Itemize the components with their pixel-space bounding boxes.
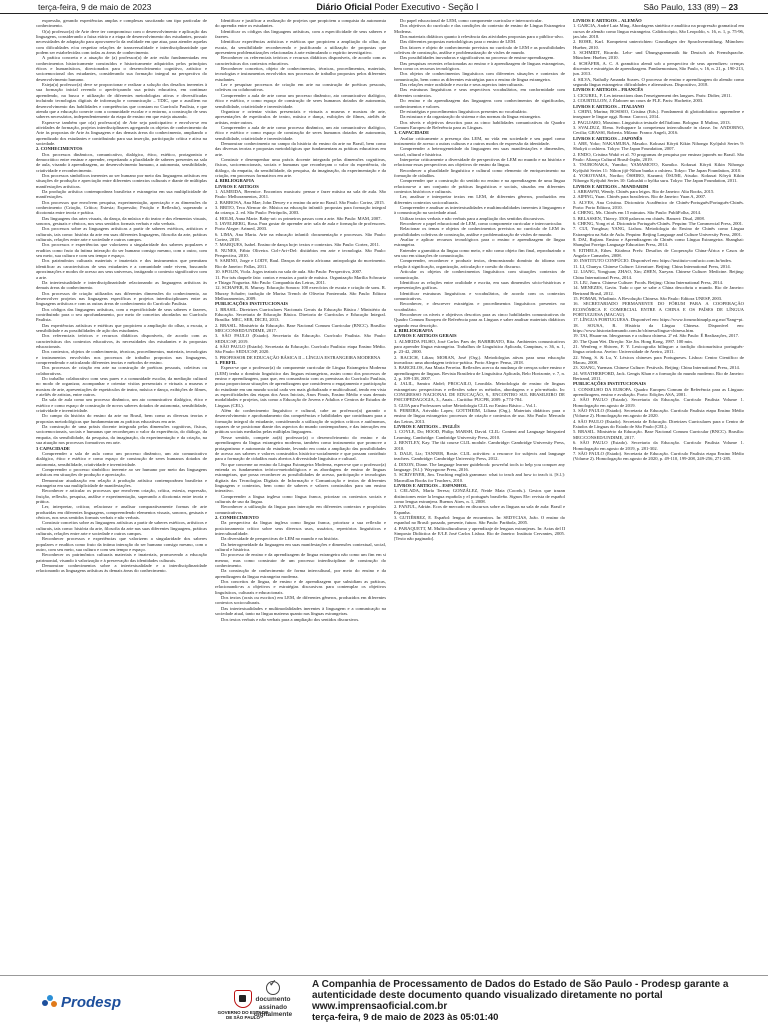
paragraph: 3. SCHMIDT, Ricardo. Lehr- und Übungsgrammatik für Deutsch als Fremdsprache. München: Hueber, 2010.: [573, 50, 744, 61]
paragraph: Ler, interpretar, criticar, relacionar e analisar comparativamente formas de arte produzidas em diferentes linguagens, compreendendo elementos visuais, sonoros, gestuais e cênicos, nos seus sentidos formais verbais e não verbais.: [36, 504, 207, 520]
paragraph: 2. CONHECIMENTO: [215, 514, 259, 520]
paragraph: 2. FANJUL, Adrián. Ecos de mercado en discursos sobre as línguas na sala de aula: Brasil e Espanha.: [394, 504, 565, 515]
header-title-rest: Poder Executivo - Seção I: [374, 1, 479, 12]
paragraph: Das possibilidades inovadoras e significativas no processo de ensino-aprendizagem.: [400, 55, 555, 61]
paragraph: Compreender a heterogeneidade da linguagem em suas manifestações e dimensões, social, cultural e histórica.: [394, 146, 565, 157]
text-column-4: [573, 18, 744, 970]
paragraph: Reconhecer os níveis e objetivos descritos para as cinco habilidades comunicativas do Quadro Comum Europeu de Referência para as Línguas e saber analisar materiais didáticos segundo essa descrição.: [394, 311, 565, 328]
paragraph: Do trabalho colaborativo com seus pares e a comunidade escolar, da mediação cultural no modo de organizar, acompanhar e orientar visitas presenciais e virtuais a museus e mostras de arte, apresentações de espetáculos de teatro, música e dança, exibições de filmes, e ateliês de artistas, entre outros.: [36, 376, 207, 398]
paragraph: Dos textos (orais ou escritos) em LEM, de diferentes gêneros, produzidos em diferentes contextos socioculturais.: [215, 595, 386, 606]
paragraph: Reconhecer, e descrever estratégias e procedimentos linguísticos presentes no vocabulário.: [394, 301, 565, 312]
paragraph: Relacionar os temas e objetos de conhecimentos previstos no currículo de LEM às possibilidades coletivas de construção, análise e problematização de visões de mundo.: [394, 226, 565, 237]
paragraph: 11. Por trás daquele fato: contos e ensaios a partir de música. Organização Marília Schwartz e Thiago Nogueira. São Paulo: Companhia das Letras, 2011.: [215, 274, 386, 285]
paragraph: Avaliar criticamente a presença das LEM, no vida em sociedade e seu papel como instrumento de acesso a outras culturas e a outros modos de expressão da identidade.: [394, 135, 565, 146]
paragraph: Dos processos dinâmicos, comunicativo, dialógico, ético, estético, protagonista e democrático entre ensinar e aprender, respeitando a pluralidade de saberes presentes na sala de aula, visando à aprendizagem, ao desenvolvimento humano, a autonomia, sensibilidade, criatividade e reconhecimento.: [36, 151, 207, 173]
paragraph: 4. DIXON, Diane. The language learner guidebook: powerful tools to help you conquer any language. [S.l.]: Wayzgoose Press, 2016.: [394, 461, 565, 472]
paragraph: Da intertextualidade e interdisciplinaridade relacionando as linguagens artísticas às demais áreas do conhecimento.: [36, 279, 207, 291]
paragraph: 23. XIANG, Yueman. Chinese Culture: Festivals. Beijing: China International Press, 2014.: [573, 365, 740, 371]
paragraph: LIVROS E ARTIGOS – ITALIANO: [573, 103, 645, 109]
paragraph: Das experiências artísticas e estéticas que propiciem a ampliação do olhar, a escuta, a sensibilidade e as possibilidades de ação dos estudantes.: [36, 322, 207, 333]
paragraph: 11. LI, Chunyu. Chinese Culture: Literature. Beijing: China International Press, 2014.: [573, 263, 731, 269]
paragraph: Dos contextos, objetos de conhecimento, técnicas, procedimentos, materiais, tecnologias e instrumentos envolvidos nos processos de trabalho propostos nas linguagens, compreendendo e articulando diferentes teorias e métodos de ensino.: [36, 349, 207, 365]
paragraph: Do papel educacional de LEM, como componente curricular e intercurricular.: [400, 18, 543, 23]
paragraph: Identificar estruturas linguísticas e vocabulários, de acordo com os contextos comunicativos.: [394, 290, 565, 301]
paragraph: 4. JALIL, Samira Abdel; PROCAILO, Leonilda. Metodologia de ensino de línguas estrangeiras: perspectivas e reflexões sobre os métodos, abordagens e o pós-método. In: CONGRESSO NACIONAL DE EDUCAÇÃO, 9., ENCONTRO SUL BRASILEIRO DE PSICOPEDAGOGIA, 3., Anais... Curitiba: PUCPR, 2009. p.774-784.: [394, 381, 565, 403]
paragraph: Dos fatores e objeto de conhecimento previstos no currículo de LEM e as possibilidades coletivas de construção, análise e problematização de visões de mundo.: [394, 44, 565, 56]
paragraph: 19. TAI, Hsuan-an. Ideogramas e a cultura chinesa. 2ª ed. São Paulo: É Realizações, 2017.: [573, 333, 740, 339]
paragraph: Do processo de ensino e da aprendizagem de língua estrangeira não como um fim em si mesmo, mas como construtor de um processo interdisciplinar de construção do conhecimento.: [215, 552, 386, 569]
digital-signature-stamp: [248, 981, 298, 1021]
paragraph: 5. IAVELBERG, Rosa. Para gostar de aprender arte: sala de aula e formação de professores. Porto Alegre: Artmed, 2003.: [215, 221, 386, 232]
paragraph: 3. SVALDUZ, Elena. Sviluppare la competenza interculturale in classe. In: ANDORNO, Cecilia; GRASSI, Roberta. Milano: Franco Angeli, 2016.: [573, 124, 744, 136]
paragraph: 12. LIANG, Yongjuan; ZHAO, Xin; ZHEN, Xueyan. Chinese Culture: Medicine. Beijing: China International Press, 2014.: [573, 269, 744, 280]
gov-logo-line2: DE SÃO PAULO: [226, 1015, 260, 1020]
header-title: [316, 2, 478, 12]
paragraph: Articular os objetos de conhecimentos linguísticos com situações contextos de comunicação.: [394, 269, 565, 280]
prodesp-wordmark: Prodesp: [61, 994, 122, 1011]
paragraph: Da sala de aula como um processo dinâmico, um ato comunicativo dialógico, ético e estético e como espaço de construção de novos saberes dotados de autonomia, sensibilidade, criatividade e inventividade.: [36, 397, 207, 414]
paragraph: 1. ABE, Yoko; NAKAMURA, Masako. Kokusai Kōryū Kikin Nihongo Kyōjuhō Series 9: Shokyū o oshieru. Tokyo: The Japan Foundation, 2007.: [573, 140, 744, 152]
paragraph: Demonstrar conhecimentos sobre a intertextualidade e a interdisciplinaridade relacionando as linguagens artísticas às demais áreas do conhecimento.: [36, 563, 207, 574]
page-footer: [0, 975, 768, 1024]
text-column-2: [215, 18, 386, 970]
stamp-line1: documento: [255, 996, 291, 1003]
paragraph: 1. COYLE, Do; HOOD, Philip; MARSH, David. CLIL: Content and Language Integrated Learning. Cambridge: Cambridge University Press, 2010.: [394, 429, 565, 440]
paragraph: 5. BELASSEN, Thierry. 3500 palavras em chinês. Barueri: Disal, 2008.: [573, 215, 705, 221]
header-page-number: 23: [728, 1, 738, 12]
paragraph: 3. BARCELOS, Ana Maria Ferreira. Reflexões acerca da mudança de crenças sobre ensino e aprendizagem de línguas. Revista Brasileira de Linguística Aplicada, Belo Horizonte, v. 7, n. 2, p. 109-138, 2007.: [394, 365, 565, 382]
paragraph: 3 CAPACIDADE: [36, 445, 70, 451]
paragraph: Dos processos de criação em arte na construção de poéticas pessoais, coletivas ou colaborativas.: [36, 365, 207, 376]
paragraph: Utilizar textos verbais e não verbais para a ampliação dos sentidos discursivos.: [400, 215, 545, 221]
paragraph: 6. PEREIRA, Arivaldo Lopes; GOTTHEIM, Liliana (Org.). Materiais didáticos para o ensino de língua estrangeira: processos de criação e contextos de uso. São Paulo: Mercado das Letras, 2013.: [394, 408, 565, 424]
paragraph: No que concerne ao ensino da Língua Estrangeira Moderna, espera-se que o professor(a) entenda os fundamentos teórico-metodológicos e as abordagens de ensino de línguas estrangeiras, que possa reconhecer as possibilidades de acesso, participação e tecnologias digitais das Tecnologias Digitais de Informação e Comunicação e textos de diferentes linguagens e contextos, bem como de saberes e valores construídos para um ensino interativo.: [215, 461, 386, 494]
paragraph: 6. CHENG, Yong et al. Dicionário Português-Chinês. Pequim: The Commercial Press, 2001.: [573, 221, 744, 227]
page-header: [0, 0, 768, 14]
paragraph: 3. TSUBONAKA, Yumiko; YAMAMOTO, Kumiko. Kokusai Kōryū Kikin Nihongo Kyōjuhō Series 11: Nihon jijō-Nihon bunka o oshieru. Tokyo: The Japan Foundation, 2010.: [573, 162, 744, 173]
paragraph: PUBLICAÇÕES INSTITUCIONAIS: [573, 381, 646, 387]
paragraph: 2. ENDO, Cristina Wakō et al. 70 programas de pesquisa por ensinar japonês no Brasil. São Paulo: Aliança Cultural Brasil-Japão, 2019.: [573, 151, 744, 162]
paragraph: Dos materiais didáticos quanto à relevância das atividades propostas para o público-alvo.: [400, 34, 564, 40]
paragraph: Do campo da história do ensino da arte no Brasil, bem como as diversas teorias e propostas metodológicas que fundamentaram as práticas educativas em arte.: [36, 413, 207, 424]
paragraph: Dos textos verbais e não verbais para a ampliação dos sentidos discursivos.: [221, 616, 360, 622]
paragraph: 4. SÃO PAULO (Estado). Secretaria da Educação. Currículo Paulista: etapa Ensino Médio. São Paulo: SEDUC/SP, 2020.: [215, 343, 386, 355]
paragraph: 1. BRASIL. Diretrizes Curriculares Nacionais Gerais da Educação Básica / Ministério da Educação. Secretaria de Educação Básica. Diretoria de Currículos e Educação Integral. Brasília: MEC, SEB, DICEI, 2013.: [215, 306, 386, 323]
paragraph: 2. SÃO PAULO (Estado). Secretaria da Educação. Currículo Paulista Volume 1. Homologação em agosto de 2019.: [573, 397, 744, 408]
paragraph: Dos objetos de conhecimentos linguísticos com diferentes situações e contextos de comunicação, bem como as diferentes estratégias para o ensino de língua estrangeira.: [394, 71, 565, 82]
paragraph: 2. AIPING, Yuan. Chinês para brasileiros. Rio de Janeiro: Yuan A, 2007.: [573, 194, 707, 200]
paragraph: 1. CONSELHO DA EUROPA. Quadro Europeu Comum de Referência para as Línguas: aprendizagem, ensino e avaliação. Porto: Edições ASA, 2001.: [573, 386, 744, 398]
paragraph: 18. SOUSA, R. História da Língua Chinesa. Disponível em: https://www.historiadomundo.com.br/chinesa/lingua-chinesa.htm.: [573, 322, 744, 333]
paragraph: De estratégias e procedimentos linguísticos presentes no vocabulário.: [400, 108, 528, 114]
paragraph: 1. CICUREL, F. Les interactions dans l'enseignement des langues. Paris: Didier, 2011.: [573, 92, 732, 98]
paragraph: Reconhecer e articular os processos que envolvem criação, crítica, estesia, expressão, fruição, reflexão, pesquisa, análise e experimentação, superando a dicotomia entre teoria e prática.: [36, 488, 207, 504]
paragraph: Reconhecer os referenciais teóricos e recursos didáticos disponíveis, de acordo com as características dos contextos educativos.: [215, 55, 386, 66]
paragraph: 13. LIU, Junru. Chinese Culture: Foods. Beijing: China International Press, 2014.: [573, 279, 724, 285]
paragraph: 2. BENTLEY, Kay. The tkt course CLIL module. Cambridge: Cambridge University Press, 2010.: [394, 440, 565, 451]
paragraph: O(a) professor(a) de Arte deve ter compromisso com o desenvolvimento e aplicação das linguagens, considerando a faixa etária e a etapa de desenvolvimento dos estudantes, possuir necessidades de adaptação para aprovarem-lo da realidade em que atua, para atender aquelas com dificuldades e/ou respeitar relações de transversalidade e interdisciplinaridade que podem ser estabelecidas com todas as áreas de conhecimento.: [36, 28, 207, 56]
text-column-3: [394, 18, 565, 970]
article-columns: [36, 18, 744, 970]
paragraph: Da heterogeneidade da linguagem em suas manifestações e dimensões contextual, social, cultural e histórica.: [215, 541, 386, 553]
paragraph: Reconhecer a utilização da língua para interação em diferentes contextos e propósitos comunicativos.: [215, 504, 386, 515]
paragraph: 10. INSTITUTO CONFÚCIO. Disponível em: https://instituto-confucio.com.br/index.: [573, 258, 733, 264]
paragraph: LIVROS E ARTIGOS – ESPANHOL: [394, 482, 468, 488]
paragraph: Reconhecer o papel educacional de LEM, como componente curricular e intercurricular.: [400, 221, 563, 227]
paragraph: Do ensino e da aprendizagem das linguagens com conhecimentos de significados, conhecimentos e valores.: [394, 98, 565, 109]
header-location: São Paulo, 133 (89) –: [643, 1, 727, 12]
paragraph: Construir conceitos sobre as linguagens artísticas a partir de saberes estéticos, artísticos e culturais, tais como: história da arte, filosofia da arte nas suas diferentes linguagens, práticas culturais, relações entre arte e sociedade e outros campos.: [36, 520, 207, 536]
paragraph: 17. LÍNGUA PORTUGUESA. Disponível em: https://www.forumchinaplp.org.mo/?lang=pt.: [573, 317, 744, 323]
paragraph: 2. COURTILLON, J. Élaborer un cours de FLE. Paris: Hachette, 2003.: [573, 98, 704, 104]
paragraph: LIVROS E ARTIGOS – ALEMÃO: [573, 18, 642, 23]
paragraph: Organizar e orientar visitas presenciais e virtuais a museus e mostras de arte, apresentações de espetáculos de teatro, música e dança, exibições de filmes, ateliês de artistas, entre outros.: [215, 108, 386, 125]
paragraph: Dos processos sobre as linguagens artísticas a partir de saberes estéticos, artísticos e culturais, tais como: história da arte em suas diferentes linguagens, filosofia da arte, práticas culturais, relações entre arte e sociedade e outros campos.: [36, 226, 207, 243]
paragraph: 2. ROHE, Karl. Kompetent unterrichten: Grundlagen der Sprachvermittlung. München: Hueber, 2010.: [573, 39, 744, 50]
paragraph: 9. SABINO, Jorge e LODY, Raul. Danças de matriz africana: antropologia do movimento. Rio de Janeiro: Pallas, 2011.: [215, 258, 386, 269]
paragraph: 2. BARBOSA, Ana Mae; John Dewey e o ensino da arte no Brasil. São Paulo: Cortez, 2015.: [215, 199, 385, 205]
paragraph: 3. BRITO, Teca Alencar de. Música na educação infantil: propostas para formação integral da criança. 2. ed. São Paulo: Peirópolis, 2003.: [215, 205, 386, 216]
paragraph: 4. HOLM, Anna Marie. Baby-art: os primeiros passos com a arte. São Paulo: MAM, 2007.: [215, 215, 382, 221]
paragraph: 1. ALMEIDA, Berenice. Encontros musicais: pensar e fazer música na sala de aula. São Paulo: Melhoramentos, 2011.: [215, 189, 386, 200]
paragraph: 2. PAGLIARO, Massimo. Linguistica testuale dell'italiano. Bologna: Il Mulino, 2013.: [573, 119, 731, 125]
paragraph: LIVROS E ARTIGOS – INGLÊS: [394, 424, 460, 430]
paragraph: Dos processos e experiências que valorizem a singularidade dos saberes populares e eruditos como fruto da íntima interação do ser humano consigo mesmo, com o outro, com seu meio, sua cultura e com seu tempo e espaço.: [36, 242, 207, 259]
paragraph: 8. DAI, Rujiam. Ensino e Aprendizagem do Chinês como Língua Estrangeira. Shanghai: Shanghai Foreign Language Education Press, 2014.: [573, 237, 744, 248]
paragraph: Da diversidade de perspectivas de LEM no mundo e na história.: [221, 536, 339, 542]
paragraph: LIVROS E ARTIGOS GERAIS: [394, 333, 457, 339]
paragraph: Compreender a aula de arte como processo dinâmico, um ato comunicativo dialógico, ético e estético e como espaço de construção de seres humanos dotados de autonomia, sensibilidade, criatividade e inventividade.: [215, 124, 386, 141]
paragraph: LIVROS E ARTIGOS – JAPONÊS: [573, 135, 643, 141]
paragraph: 4. SÃO PAULO (Estado). Secretaria de Educação. Diretrizes Curriculares para o Centro de Estudos de Línguas do Estado de São Paulo (CEL).: [573, 418, 744, 430]
paragraph: Da produção artística contemporânea brasileira e estrangeira em sua multiplicidade de manifestações.: [36, 189, 207, 200]
prodesp-mark-icon: [42, 995, 58, 1011]
paragraph: Compreender a sala de aula como um processo dinâmico, um ato comunicativo dialógico, ético e estético e como espaço de construção de seres humanos dotados de autonomia, sensibilidade, criatividade e inventividade.: [36, 450, 207, 467]
header-date: terça-feira, 9 de maio de 2023: [38, 1, 152, 12]
paragraph: 5. SCRIVENER, Jim. Teaching english grammar: what to teach and how to teach it. [S.l.]: Macmillan Books for Teachers, 2010.: [394, 472, 565, 483]
prodesp-logo: [42, 994, 121, 1011]
paragraph: Reconhecer os patrimônios culturais materiais e imateriais, promovendo a educação patrimonial, visando à valorização e à preservação das identidades culturais.: [36, 552, 207, 563]
paragraph: Dos processos que envolvem pesquisa, experimentação, apreciação e as dimensões do conhecimento (Criação, Crítica; Estesia; Expressão; Fruição e Reflexão), superando a dicotomia entre teoria e prática.: [36, 199, 207, 216]
paragraph: Identificar as relações entre oralidade e escrita, em suas dimensões sócio-históricas e representações gráficas.: [394, 279, 565, 291]
paragraph: 5. PROFESSOR DE EDUCAÇÃO BÁSICA II – LÍNGUA ESTRANGEIRA MODERNA: [215, 354, 381, 360]
paragraph: 4. SCHÄFER, A. C. A gramática alemã sob a perspectiva de seus aprendizes: crenças discentes e estratégias de aprendizagem. Pandaemonium, São Paulo, v. 16, n. 21, p. 190-213, jun. 2013.: [573, 60, 744, 77]
paragraph: 4. SILVA, Nathally Amanda Soares. O processo de ensino e aprendizagem do alemão como segunda língua estrangeira: dificuldades e alternativas. Dispositivo, 2018.: [573, 76, 744, 88]
paragraph: 1. CHINI, Marina; BOSISIO, Cristina (Eds.). Fondamenti di glottodidattica: apprendere e insegnare le lingue oggi. Roma: Carocci, 2014.: [573, 108, 744, 120]
paragraph: Das diferentes propostas metodológicas para o ensino de LEM.: [400, 39, 517, 45]
paragraph: 12. SCHAFER, R. Murray. Educação Sonora: 100 exercícios de escuta e criação de sons. R. Murray Schafer; tradução de Marisa Trench de Oliveira Fonterrada. São Paulo: Editora Melhoramentos, 2009.: [215, 285, 386, 301]
paragraph: 5. GUIA para Professores sobre Metodologia CLIL no Ensino Básico – Vol.1.: [394, 402, 537, 408]
paragraph: 1. ALMEIDA FILHO, José Carlos Paes de; BARBIRATO, Rita. Ambientes comunicativos para aprender língua estrangeira. Trabalhos de Linguística Aplicada, Campinas, v. 36, n. 1, p. 23-42, 2000.: [394, 338, 565, 355]
paragraph: Dos objetivos do currículo e das condições do contexto de ensino de Língua Estrangeira Moderna.: [394, 23, 565, 34]
paragraph: Demonstrar atualização em relação à produção artística contemporânea brasileira e estrangeira em sua multiplicidade de manifestações.: [36, 477, 207, 488]
paragraph: Espera-se que o professor(a) do componente curricular de Língua Estrangeira Moderna (LEM) tenha o domínio linguístico das línguas estrangeiras, assim como dos processos de ensino e aprendizagem, para que, em consonância com as premissas do Currículo Paulista, possa proporcionar situações de aprendizagem que considerem o engajamento e participação do estudante em um mundo social cada vez mais globalizado e multicultural, tendo em vista as especificidades das etapas dos Anos Iniciais, Anos Finais, Ensino Médio e suas demais modalidades e projetos, tais como a Educação de Jovens e Adultos e Centros de Estudos de Línguas (CEL).: [215, 365, 386, 408]
paragraph: Identificar e justificar a realização de projetos que propiciem a conquista da autonomia do aprendiz entre os estudantes.: [215, 18, 386, 29]
paragraph: 6. LIMA, Ana Maria. Arte na educação infantil: documentação e processos. São Paulo: Cortez, 2018.: [215, 231, 386, 243]
paragraph: Reconhecer processos e experiências que valorizem a singularidade dos saberes populares e eruditos como fruto da íntima interação do ser humano consigo mesmo, com o outro, com seu meio, sua cultura e com seu tempo e espaço.: [36, 536, 207, 553]
paragraph: Dos níveis e objetivos descritos para as cinco habilidades comunicativas do Quadro Comum Europeu de Referência para as Línguas.: [394, 119, 565, 130]
paragraph: 3. CAPACIDADE: [394, 130, 430, 136]
paragraph: Construir e desempenhar uma práxis docente integrada pelas dimensões cognitivas, físicas, socioemocionais, sociais e humanas que reconheçam o valor da experiência, do diálogo, da empatia, da sensibilidade, da pesquisa, da imaginação, da experimentação e da criação, em processos formativos em arte.: [215, 156, 386, 178]
paragraph: 1. GARCIA, André Luiz Ming. Abordagens sintética e analítica na progressão gramatical em cursos de alemão como língua estrangeira. Calidoscópio, São Leopoldo, v. 16, n. 1, p. 75-96, jan./abr. 2018.: [573, 23, 744, 40]
signature-check-icon: [266, 981, 280, 995]
paragraph: Compreender o processo simbólico inerente ao ser humano por meio das linguagens artísticas em situações de produção e apreciação.: [36, 466, 207, 478]
paragraph: 8. NUNES, Fábio Oliveira. Ctrl+Art+Del: distúrbios em arte e tecnologia. São Paulo: Perspectiva, 2010.: [215, 247, 386, 259]
paragraph: Compreender que a construção do sentido no ensino e na aprendizagem de uma língua relaciona-se a um conjunto de práticas linguísticas e sociais, situadas em diferentes contextos históricos e culturais.: [394, 178, 565, 194]
paragraph: 4. CHENG, Ms. Chinês em 15 minutos. São Paulo: PubliFolha, 2014.: [573, 210, 702, 216]
paragraph: Identificar os códigos das linguagens artísticas, com a especificidade de seus saberes e fazeres.: [215, 28, 386, 40]
paragraph: Nesse sentido, compete ao(à) professor(a) o desenvolvimento do ensino e da aprendizagem da língua estrangeira moderna, também como instrumento que promove a protagonismo e autonomia do estudante, levando em conta a ampliação das possibilidades de acesso aos saberes e valores construídos histórico-socialmente e que possam contribuir para a formação de cidadãos mais abertos à diversidade linguística e cultural.: [215, 434, 386, 462]
stamp-line2: assinado: [258, 1003, 288, 1011]
paragraph: 1. ARRAWNI, Wendy. Chinês para leigos. Rio de Janeiro: Alta Books, 2015.: [573, 189, 715, 194]
paragraph: expressão, gerando experiências amplas e complexas suscitando um tipo particular de conhecimento.: [36, 18, 207, 29]
paragraph: Entender a gramática da língua como meio, e não como objeto fim final, reproduzindo o seu uso em situações de comunicação.: [394, 247, 565, 259]
paragraph: Das intertextualidades e multimodalidades inerentes à linguagem e a comunicação na sociedade atual, tanto na língua materna quanto nas línguas estrangeiras.: [215, 605, 386, 617]
gov-logo-line1: GOVERNO DO ESTADO: [217, 1010, 269, 1015]
paragraph: 10. SPOLIN, Viola. Jogos teatrais na sala de aula. São Paulo: Perspectiva, 2007.: [215, 269, 363, 275]
paragraph: Compreender e analisar as intertextualidades e multimodalidades inerentes à linguagem e à comunicação na sociedade atual.: [394, 205, 565, 216]
paragraph: 21. Wenfeng e Shiwen, F. Y. Lexicografia bilíngue: a tradição dicionarística português-língua ortodoxa. Aveiro: Universidade de Aveiro, 2011.: [573, 343, 744, 355]
paragraph: 20. The Quan Wei. Direção: Xie Jin. Hong Kong, 1997. 100 min.: [573, 338, 693, 344]
paragraph: Identificar experiências artísticas e estéticas que propiciem a ampliação do olhar, da escuta, da sensibilidade reconhecendo e justificando a utilização de propostas que apresentem problematizações relacionadas à arte estimulando o espírito investigativo.: [215, 39, 386, 56]
paragraph: Da perspectiva da língua inglesa como língua franca, priorizar a sua reflexão e posicionamento crítico sobre seus diversos usos, usuários, repertórios linguísticos e interculturalidade.: [215, 520, 386, 536]
header-title-bold: Diário Oficial: [316, 1, 372, 12]
publication-timestamp: terça-feira, 9 de maio de 2023 às 05:01:40: [312, 1012, 499, 1023]
paragraph: Dos patrimônios culturais materiais e imateriais e dos instrumentos que permitam identificar as características de seus estudantes e a comunidade onde vivem, buscando aproximações e modos de acesso aos seus universos, instigando o contexto significativo com a arte.: [36, 258, 207, 280]
paragraph: Ler, analisar e interpretar textos em LEM, de diferentes gêneros, produzidos em diferentes contextos socioculturais.: [394, 194, 565, 205]
paragraph: 2. CONHECIMENTOS: [36, 146, 83, 152]
paragraph: 9. EITHELS, Ethes. Kitabwa Prefs: Desafios de Cooperação China-África e Casos de Angola e Camarões, 2008.: [573, 247, 744, 259]
paragraph: 4. PARAQUETT, M. Multiculturalismo y aprendizaje de lenguas extranjeras. In: Actas del II Simposio Didáctica de E/LE José Carlos Lisboa. Rio de Janeiro: Instituto Cervantes, 2005. [Texto não paginado].: [394, 525, 565, 542]
paragraph: Além do conhecimento linguístico e cultural, cabe ao professor(a) garantir o desenvolvimento e aprofundamento das competências e habilidades que contribuam para a formação integral do estudante, considerando a utilização de sujeitos críticos e autônomos, capazes de se posicionar diante dos aspectos do mundo contemporâneo, e das interações em práticas sociais mediadas pelas múltiplas linguagens.: [215, 408, 386, 435]
paragraph: Dos referenciais teóricos e recursos didáticos disponíveis, de acordo com as características dos contextos educativos, às necessidades dos estudantes e às propostas educacionais.: [36, 333, 207, 349]
paragraph: 3. ALVES, Ana Cristina. Dicionário Acadêmico de Chinês-Português/Português-Chinês. Porto: Porto Editora, 2010.: [573, 199, 744, 211]
stamp-line3: digitalmente: [253, 1011, 293, 1018]
paragraph: Reconhecer a pluralidade linguística e cultural como elemento de enriquecimento na formação de cidadãos.: [394, 167, 565, 178]
paragraph: 22. Wang, S. & Lu, Y. Léxicos chineses para Portugueses. Lisboa: Centro Científico de Macau, 2008.: [573, 354, 744, 365]
paragraph: 14. MENEZES, Gavin. Tudo o que se sabe a China descobriu o mundo. Rio de Janeiro: Bertrand Brasil, 2012.: [573, 285, 744, 296]
paragraph: 5. BRASIL. Ministério da Educação. Base Nacional Comum Curricular (BNCC). Brasília: MEC/CONSED/UNDIME, 2017.: [573, 429, 744, 440]
paragraph: 3. SÃO PAULO (Estado). Secretaria da Educação. Currículo Paulista. São Paulo: SEDUC/SP, 2019.: [215, 333, 386, 344]
paragraph: 15. POMAR, Wladimir. A Revolução Chinesa. São Paulo: Editora UNESP, 2003.: [573, 295, 723, 301]
paragraph: 7. CUI, Yonghua; YANG, Lizhou. Metodologia do Ensino de Chinês como Língua Estrangeira na Sala de Aula. Pequim: Beijing Language and Culture University Press, 2001.: [573, 226, 744, 237]
paragraph: 4. YOKOYAMA, Noriko; ŌSHIRO, Kazumi; ŌSUMI, Atsuko. Kokusai Kōryū Kikin Nihongo Kyōjuhō Series 10: Gakushū o hyōka suru. Tokyo: The Japan Foundation, 2011.: [573, 172, 744, 184]
paragraph: Reconhecer conceitos, objeto de conhecimentos, técnicas, procedimentos, materiais, tecnologias e instrumentos envolvidos nos processos de trabalho propostos pelos diferentes estudantes.: [215, 66, 386, 82]
header-location-page: [643, 2, 738, 12]
paragraph: Compreender a aula de arte como um processo dinâmico, ato comunicativo dialógico, ético e estético, e como espaço de construção de seres humanos dotados de autonomia, sensibilidade, criatividade e inventividade.: [215, 92, 386, 109]
paragraph: Avaliar e aplicar recursos tecnológicos para o ensino e aprendizagem de língua estrangeira.: [394, 237, 565, 248]
paragraph: 2. BACICH, Lilian; MORAN, José (Org.). Metodologias ativas para uma educação inovadora: uma abordagem teórico-prática. Porto Alegre: Penso, 2018.: [394, 354, 565, 365]
paragraph: 7. SÃO PAULO (Estado). Secretaria de Educação. Currículo Paulista etapa Ensino Médio (Volume 2). Homologação em agosto de 2020, p. 49-110, 199-208, 249-256, 271-285.: [573, 450, 744, 462]
paragraph: Dos processos simbólicos inerentes ao ser humano por meio das linguagens artísticas em situações de produção e apreciação entre diferentes contextos culturais e diante de múltiplas manifestações artísticas.: [36, 172, 207, 189]
authenticity-notice: A Companhia de Processamento de Dados do Estado de São Paulo - Prodesp garante a autenticidade deste documento quando visualizado diretamente no portal www.imprensaoficial.com.br: [312, 979, 729, 1012]
paragraph: 3. DALE, Liz; TANNER, Rosie. CLIL activities: a resource for subjects and language teachers. Cambridge: Cambridge University Press, 2012.: [394, 450, 565, 462]
paragraph: Da construção de uma práxis docente integrada pelas dimensões cognitivas, físicas, socioemocionais, sociais e humanas que reconheçam o valor da experiência, do diálogo, da empatia, da sensibilidade, da pesquisa, da imaginação, da experimentação e da criação, na sua atuação nos processos formativos em arte.: [36, 424, 207, 446]
paragraph: Da estrutura e da organização do sistema e das normas da língua estrangeira.: [400, 114, 541, 120]
paragraph: Das pesquisas recentes relacionadas ao ensino e à aprendizagem de línguas estrangeiras, bem como os recursos tecnológicos.: [394, 60, 565, 72]
paragraph: Das relações entre oralidade e escrita e seus aspectos interculturais.: [400, 82, 524, 88]
paragraph: 1. PERFIL: [215, 360, 237, 365]
paragraph: 4. BIBLIOGRAFIA: [215, 178, 255, 184]
paragraph: 6. SÃO PAULO (Estado). Secretaria da Educação. Currículo Paulista Volume 1. Homologação em agosto de 2019, p. 281-302.: [573, 440, 744, 451]
paragraph: LIVROS E ARTIGOS: [215, 183, 259, 189]
paragraph: 16. SECRETARIADO PERMANENTE DO FÓRUM PARA A COOPERAÇÃO ECONÓMICA E COMERCIAL ENTRE A CHINA E OS PAÍSES DE LÍNGUA PORTUGUESA (MACAU).: [573, 301, 744, 317]
paragraph: Da construção de conhecimento de forma intercultural, por meio do ensino e da aprendizagem da língua estrangeira moderna.: [215, 568, 386, 579]
paragraph: 7. MARQUES, Isabel. Ensino de dança hoje: textos e contextos. São Paulo: Cortez, 2011.: [215, 242, 381, 248]
paragraph: Das linguagens das artes visuais, da dança, da música e do teatro e dos elementos visuais, sonoros, gestuais e cênicos, nos seus sentidos formais verbais e não verbais.: [36, 215, 207, 227]
paragraph: Demonstrar conhecimento no campo da história do ensino da arte no Brasil, bem como das diversas teorias e propostas metodológicas que fundamentam as práticas educativas em arte.: [215, 140, 386, 157]
paragraph: Compreender, reconhecer e produzir textos, demonstrando domínio do idioma com relação à significação, organização, articulação e coesão do discurso.: [394, 258, 565, 269]
text-column-1: [36, 18, 207, 970]
paragraph: 1. CELADA, María Teresa; GONZÁLEZ, Neide Maia (Coords.). Gestos que trazan distinciones entre la lengua española y el portugués brasileño. Signos Ele: revista de español como lengua extranjera. Buenos Aires, n. 1, 2008.: [394, 488, 565, 504]
paragraph: Esteja(a) professor(a) deve se proporcionar e realizar a solução dos desafios inerentes à sua formação inicial revendo o aperfeiçoando sua práxis educativa, em continuar aprendendo, na busca e utilização de diferentes metodologias ativas e diversificadas incluindo tecnologias digitais de informação e comunicação – TDIC, que o auxiliem no desenvolvimento das habilidades e competências que constam no Currículo Paulista, e que atenda que a educação conecte com a comunidade escolar e o entorno, a construção de seus saberes necessários, independentemente da etapa de ensino em que esteja atuando.: [36, 82, 207, 120]
paragraph: Interpretar criticamente a diversidade de perspectivas de LEM no mundo e na história e relacionar essas perspectivas aos objetivos de ensino da língua.: [394, 156, 565, 168]
paragraph: 24. WEATHERFORD, Jack. Gengis Khan e a formação do mundo moderno. Rio de Janeiro: Bertrand, 2011.: [573, 370, 744, 382]
paragraph: 4. BIBLIOGRAFIA: [394, 327, 434, 333]
paragraph: Dos conceitos de língua, de ensino e de aprendizagem que subsidiam as práticas, relacionando-as a objetivos e estratégias discursivas para contemplar os objetivos linguísticos, culturais e educacionais.: [215, 579, 386, 595]
paragraph: Compreender a língua inglesa como língua franca, priorizar os contextos sociais e culturais de uso da língua.: [215, 493, 386, 504]
paragraph: 2. BRASIL. Ministério da Educação. Base Nacional Comum Curricular (BNCC). Brasília: MEC/CONSED/UNDIME, 2017.: [215, 322, 386, 333]
paragraph: Dos processos de criação utilizados nas diferentes dimensões do conhecimento, ao desenvolver projetos nas linguagens específicas e projetos interdisciplinares entre as linguagens artísticas e com as outras áreas de conhecimento do Currículo Paulista.: [36, 290, 207, 307]
paragraph: Dos códigos das linguagens artísticas, com a especificidade de seus saberes e fazeres, contribuindo para o seu aprofundamento, por meio de conceitos abordados no Currículo Paulista.: [36, 306, 207, 323]
paragraph: 3. GUTIÉRREZ, E. Español: lengua de encuentros. In: SEDYCIAS, João. O ensino do espanhol no Brasil: passado, presente, futuro. São Paulo: Parábola, 2005.: [394, 514, 565, 526]
paragraph: Das estruturas linguísticas e seus respectivos vocabulários, em conformidade com diferentes contextos.: [394, 87, 565, 98]
paragraph: LIVROS E ARTIGOS – MANDARIM: [573, 183, 649, 189]
paragraph: Espera-se também que o(a) professor(a) de Arte seja participativo e envolva-se em atividades de formação, projetos interdisciplinares agregando os objetos de conhecimento da Arte às propostas de Arte às linguagens e das demais áreas do conhecimento, ampliando o aprendizado dos estudantes e contribuindo para sua inserção, participação crítica e ativa na sociedade.: [36, 119, 207, 146]
paragraph: LIVROS E ARTIGOS – FRANCÊS: [573, 87, 644, 93]
paragraph: Ler e pesquisar processos de criação em arte na construção de poéticas pessoais, coletivas ou colaborativas.: [215, 82, 386, 93]
paragraph: A prática concreta e a atuação de (a) professor(a) de arte estão fundamentadas em conhecimentos historicamente construídos e historicamente adquiridos pelos princípios éticos e humanísticos, direcionados para o desenvolvimento cognitivo, artístico e socioemocional dos estudantes, considerando sua formação integral na perspectiva do desenvolvimento humano.: [36, 55, 207, 82]
paragraph: 3. SÃO PAULO (Estado). Secretaria da Educação. Currículo Paulista etapa Ensino Médio (Volume 2). Homologação em agosto de 2020.: [573, 408, 744, 419]
paragraph: PUBLICAÇÕES INSTITUCIONAIS: [215, 301, 288, 307]
